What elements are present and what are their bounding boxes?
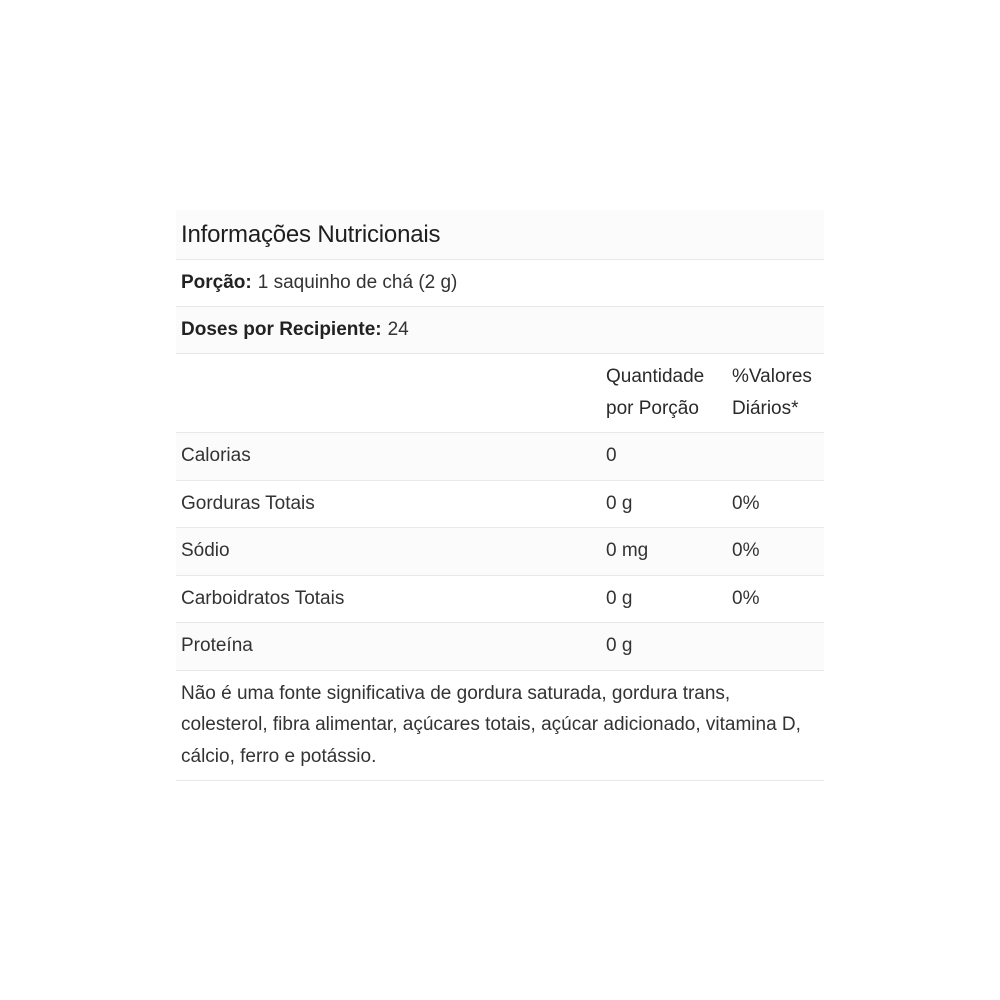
servings-per-container-label: Doses por Recipiente:: [181, 319, 382, 340]
servings-per-container-row: [176, 307, 824, 354]
nutrition-facts-panel: [176, 210, 824, 781]
nutrient-name: Proteína: [181, 635, 253, 657]
header-daily-value: [732, 361, 824, 425]
table-row: [176, 576, 824, 624]
nutrient-quantity: 0 g: [606, 492, 633, 514]
nutrient-quantity: 0 mg: [606, 540, 649, 562]
nutrient-name: Gorduras Totais: [181, 492, 315, 514]
nutrient-quantity: 0 g: [606, 587, 633, 609]
page-title: Informações Nutricionais: [181, 220, 441, 248]
nutrient-name: Sódio: [181, 540, 230, 562]
serving-value: 1 saquinho de chá (2 g): [257, 272, 458, 293]
footnote-text: Não é uma fonte significativa de gordura saturada, gordura trans, colesterol, fibra alimentar, açúcares totais, açúcar adicionado, vitamina D, cálcio, ferro e potássio.: [181, 682, 801, 767]
header-daily-value-line2: Diários*: [732, 398, 799, 419]
title-row: [176, 210, 824, 260]
nutrient-name: Calorias: [181, 445, 251, 467]
serving-label: Porção:: [181, 272, 252, 293]
header-quantity: [606, 361, 732, 425]
nutrient-daily-value: 0%: [732, 540, 760, 562]
header-daily-value-line1: %Valores: [732, 366, 812, 387]
nutrient-daily-value: 0%: [732, 492, 760, 514]
servings-per-container-value: 24: [387, 319, 409, 340]
nutrient-quantity: 0 g: [606, 635, 633, 657]
table-row: [176, 528, 824, 576]
table-row: [176, 623, 824, 671]
table-row: [176, 433, 824, 481]
nutrient-name: Carboidratos Totais: [181, 587, 345, 609]
header-quantity-line1: Quantidade: [606, 366, 705, 387]
table-row: [176, 481, 824, 529]
table-header-row: [176, 354, 824, 433]
serving-row: [176, 260, 824, 307]
nutrient-quantity: 0: [606, 445, 617, 467]
header-quantity-line2: por Porção: [606, 398, 699, 419]
footnote-row: [176, 671, 824, 781]
nutrient-daily-value: 0%: [732, 587, 760, 609]
